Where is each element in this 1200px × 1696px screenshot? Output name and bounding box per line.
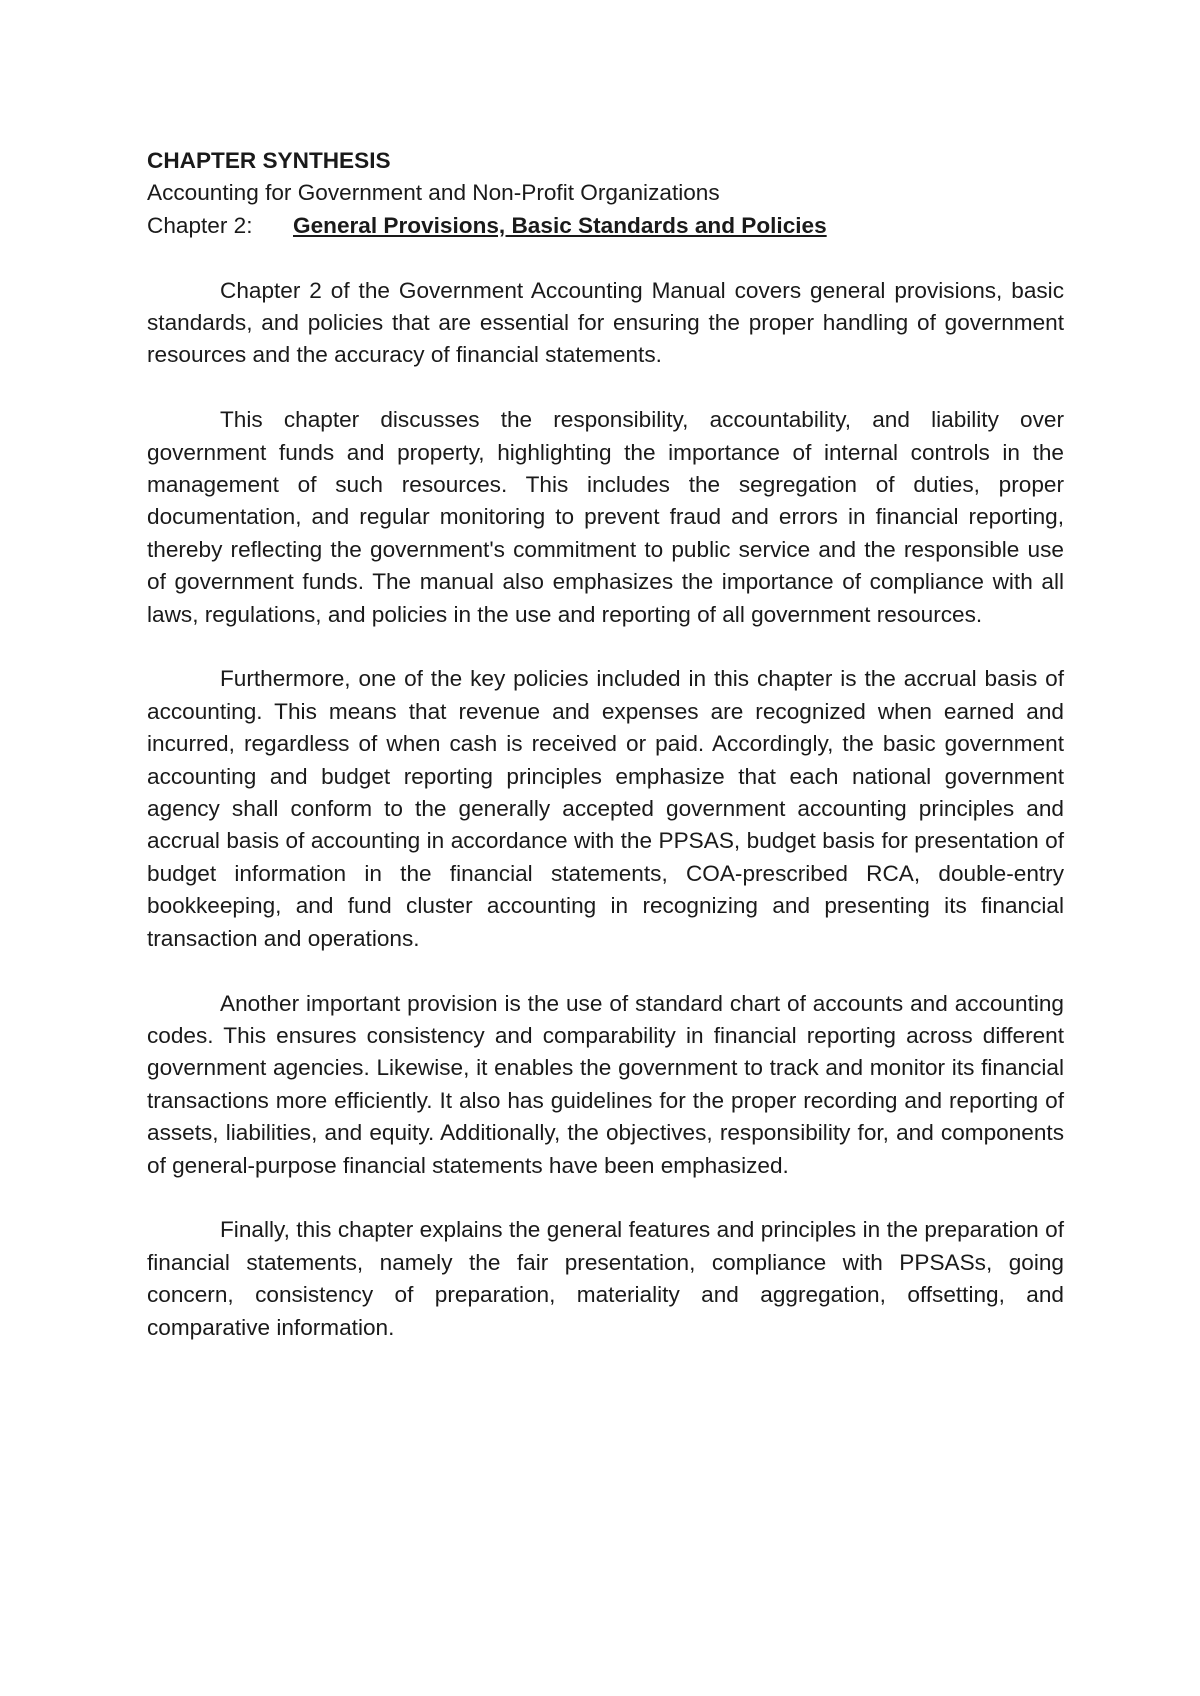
- course-subtitle: Accounting for Government and Non-Profit Organizations: [147, 180, 720, 206]
- chapter-title: General Provisions, Basic Standards and Policies: [293, 212, 827, 238]
- chapter-heading: [147, 210, 1064, 242]
- document-body: [147, 145, 1064, 1344]
- paragraph-chart-of-accounts: Another important provision is the use of standard chart of accounts and accounting codes. This ensures consistency and comparability in financial reporting across different government agencies. Likewise, it enables the government to track and monitor its financial transactions more efficiently. It also has guidelines for the proper recording and reporting of assets, liabilities, and equity. Additionally, the objectives, responsibility for, and components of general-purpose financial statements have been emphasized.: [147, 990, 1064, 1178]
- chapter-label: Chapter 2:: [147, 212, 253, 238]
- paragraph-financial-statements: Finally, this chapter explains the general features and principles in the preparation of financial statements, namely the fair presentation, compliance with PPSASs, going concern, consistency of preparation, materiality and aggregation, offsetting, and comparative information.: [147, 1217, 1064, 1340]
- paragraph-intro: Chapter 2 of the Government Accounting Manual covers general provisions, basic standards, and policies that are essential for ensuring the proper handling of government resources and the accuracy of financial statements.: [147, 277, 1064, 368]
- document-header: [147, 145, 1064, 242]
- document-title: CHAPTER SYNTHESIS: [147, 148, 391, 173]
- paragraph-accountability: This chapter discusses the responsibility, accountability, and liability over government funds and property, highlighting the importance of internal controls in the management of such resources. This includes the segregation of duties, proper documentation, and regular monitoring to prevent fraud and errors in financial reporting, thereby reflecting the government's commitment to public service and the responsible use of government funds. The manual also emphasizes the importance of compliance with all laws, regulations, and policies in the use and reporting of all government resources.: [147, 407, 1064, 627]
- paragraph-accrual-basis: Furthermore, one of the key policies included in this chapter is the accrual basis of accounting. This means that revenue and expenses are recognized when earned and incurred, regardless of when cash is received or paid. Accordingly, the basic government accounting and budget reporting principles emphasize that each national government agency shall conform to the generally accepted government accounting principles and accrual basis of accounting in accordance with the PPSAS, budget basis for presentation of budget information in the financial statements, COA-prescribed RCA, double-entry bookkeeping, and fund cluster accounting in recognizing and presenting its financial transaction and operations.: [147, 666, 1064, 951]
